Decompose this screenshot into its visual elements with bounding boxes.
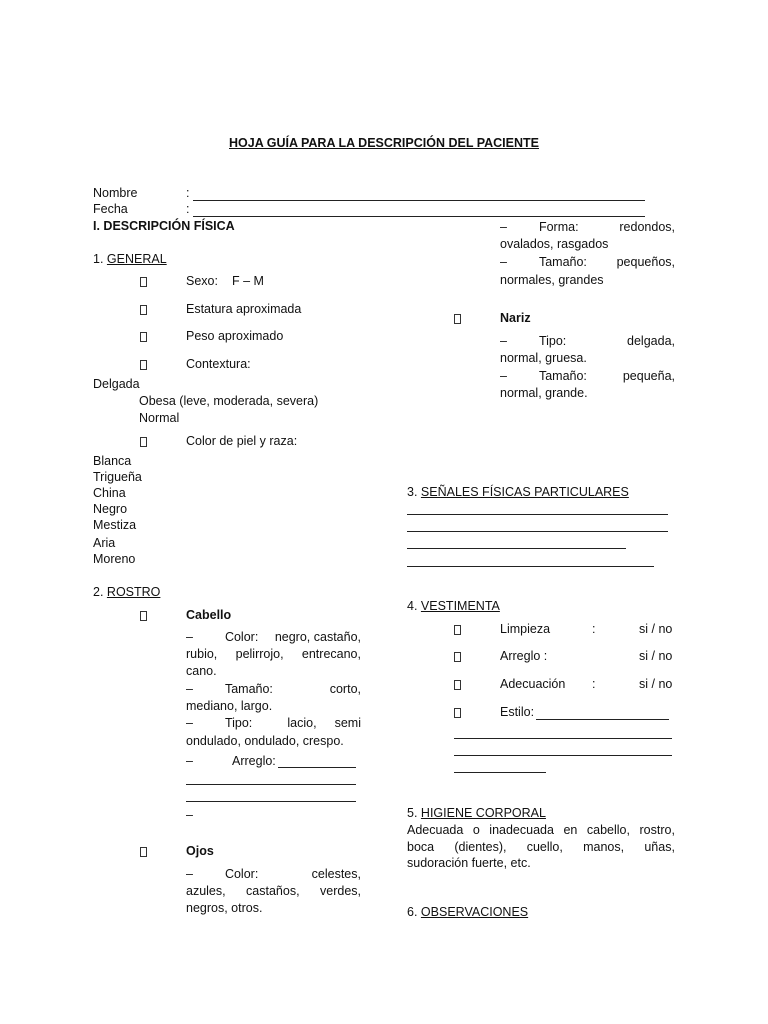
cabello-dash: – bbox=[186, 808, 193, 822]
checkbox-icon[interactable] bbox=[140, 360, 147, 370]
sexo-label: Sexo: bbox=[186, 274, 218, 288]
peso-label: Peso aproximado bbox=[186, 329, 284, 343]
senales-blank[interactable] bbox=[407, 531, 668, 532]
nariz-tamano-line2: normal, grande. bbox=[500, 386, 588, 400]
adecuacion-label: Adecuación bbox=[500, 677, 566, 691]
ojos-color-line1: – Color: celestes, bbox=[186, 867, 361, 881]
limpieza-value: si / no bbox=[639, 622, 673, 636]
higiene-heading: 5. HIGIENE CORPORAL bbox=[407, 806, 546, 820]
raza-item: Mestiza bbox=[93, 518, 137, 532]
checkbox-icon[interactable] bbox=[454, 708, 461, 718]
fecha-colon: : bbox=[186, 202, 190, 216]
rostro-heading: 2. ROSTRO bbox=[93, 585, 161, 599]
raza-item: China bbox=[93, 486, 126, 500]
cabello-tipo-line1: – Tipo: lacio, semi bbox=[186, 716, 361, 730]
cabello-arreglo-label: Arreglo: bbox=[232, 754, 276, 768]
raza-item: Negro bbox=[93, 502, 128, 516]
arreglo-value: si / no bbox=[639, 649, 673, 663]
arreglo-label: Arreglo : bbox=[500, 649, 548, 663]
color-piel-label: Color de piel y raza: bbox=[186, 434, 298, 448]
fecha-label: Fecha bbox=[93, 202, 128, 216]
contextura-option: Obesa (leve, moderada, severa) bbox=[139, 394, 319, 408]
nariz-tamano-line1: – Tamaño: pequeña, bbox=[500, 369, 675, 383]
checkbox-icon[interactable] bbox=[140, 611, 147, 621]
estilo-blank[interactable] bbox=[454, 772, 546, 773]
nombre-field[interactable] bbox=[193, 200, 645, 201]
arreglo-blank[interactable] bbox=[278, 767, 356, 768]
checkbox-icon[interactable] bbox=[140, 305, 147, 315]
limpieza-label: Limpieza bbox=[500, 622, 551, 636]
senales-blank[interactable] bbox=[407, 548, 626, 549]
cabello-label: Cabello bbox=[186, 608, 232, 622]
raza-item: Aria bbox=[93, 536, 116, 550]
senales-heading: 3. SEÑALES FÍSICAS PARTICULARES bbox=[407, 485, 629, 499]
cabello-color-line3: cano. bbox=[186, 664, 217, 678]
ojos-color-line3: negros, otros. bbox=[186, 901, 263, 915]
estilo-blank[interactable] bbox=[536, 719, 669, 720]
raza-item: Moreno bbox=[93, 552, 136, 566]
higiene-line3: sudoración fuerte, etc. bbox=[407, 856, 531, 870]
vestimenta-heading: 4. VESTIMENTA bbox=[407, 599, 500, 613]
nariz-label: Nariz bbox=[500, 311, 531, 325]
cabello-color-line2: rubio, pelirrojo, entrecano, bbox=[186, 647, 361, 661]
cabello-tamano-line1: – Tamaño: corto, bbox=[186, 682, 361, 696]
checkbox-icon[interactable] bbox=[454, 680, 461, 690]
contextura-label: Contextura: bbox=[186, 357, 251, 371]
contextura-option: Normal bbox=[139, 411, 180, 425]
section-1-heading: I. DESCRIPCIÓN FÍSICA bbox=[93, 219, 235, 233]
checkbox-icon[interactable] bbox=[454, 625, 461, 635]
raza-item: Blanca bbox=[93, 454, 132, 468]
arreglo-blank[interactable] bbox=[186, 784, 356, 785]
ojos-color-line2: azules, castaños, verdes, bbox=[186, 884, 361, 898]
arreglo-blank[interactable] bbox=[186, 801, 356, 802]
ojos-forma-line2: ovalados, rasgados bbox=[500, 237, 609, 251]
adecuacion-value: si / no bbox=[639, 677, 673, 691]
cabello-arreglo-dash: – bbox=[186, 754, 193, 768]
ojos-forma-line1: – Forma: redondos, bbox=[500, 220, 675, 234]
nombre-colon: : bbox=[186, 186, 190, 200]
contextura-option: Delgada bbox=[93, 377, 140, 391]
higiene-line1: Adecuada o inadecuada en cabello, rostro, bbox=[407, 823, 675, 837]
estilo-blank[interactable] bbox=[454, 738, 672, 739]
checkbox-icon[interactable] bbox=[454, 314, 461, 324]
sexo-value: F – M bbox=[232, 274, 264, 288]
observaciones-heading: 6. OBSERVACIONES bbox=[407, 905, 529, 919]
adecuacion-colon: : bbox=[592, 677, 596, 691]
limpieza-colon: : bbox=[592, 622, 596, 636]
estatura-label: Estatura aproximada bbox=[186, 302, 302, 316]
estilo-blank[interactable] bbox=[454, 755, 672, 756]
cabello-tamano-line2: mediano, largo. bbox=[186, 699, 273, 713]
ojos-label: Ojos bbox=[186, 844, 214, 858]
checkbox-icon[interactable] bbox=[140, 437, 147, 447]
general-heading: 1. GENERAL bbox=[93, 252, 167, 266]
page-title: HOJA GUÍA PARA LA DESCRIPCIÓN DEL PACIENTE bbox=[229, 136, 539, 150]
checkbox-icon[interactable] bbox=[140, 332, 147, 342]
nombre-label: Nombre bbox=[93, 186, 138, 200]
senales-blank[interactable] bbox=[407, 566, 654, 567]
ojos-tamano-line1: – Tamaño: pequeños, bbox=[500, 255, 675, 269]
cabello-tipo-line2: ondulado, ondulado, crespo. bbox=[186, 734, 344, 748]
fecha-field[interactable] bbox=[193, 216, 645, 217]
nariz-tipo-line1: – Tipo: delgada, bbox=[500, 334, 675, 348]
senales-blank[interactable] bbox=[407, 514, 668, 515]
cabello-color-line1: – Color: negro, castaño, bbox=[186, 630, 361, 644]
nariz-tipo-line2: normal, gruesa. bbox=[500, 351, 587, 365]
checkbox-icon[interactable] bbox=[454, 652, 461, 662]
checkbox-icon[interactable] bbox=[140, 847, 147, 857]
higiene-line2: boca (dientes), cuello, manos, uñas, bbox=[407, 840, 675, 854]
checkbox-icon[interactable] bbox=[140, 277, 147, 287]
ojos-tamano-line2: normales, grandes bbox=[500, 273, 604, 287]
raza-item: Trigueña bbox=[93, 470, 142, 484]
estilo-label: Estilo: bbox=[500, 705, 535, 719]
